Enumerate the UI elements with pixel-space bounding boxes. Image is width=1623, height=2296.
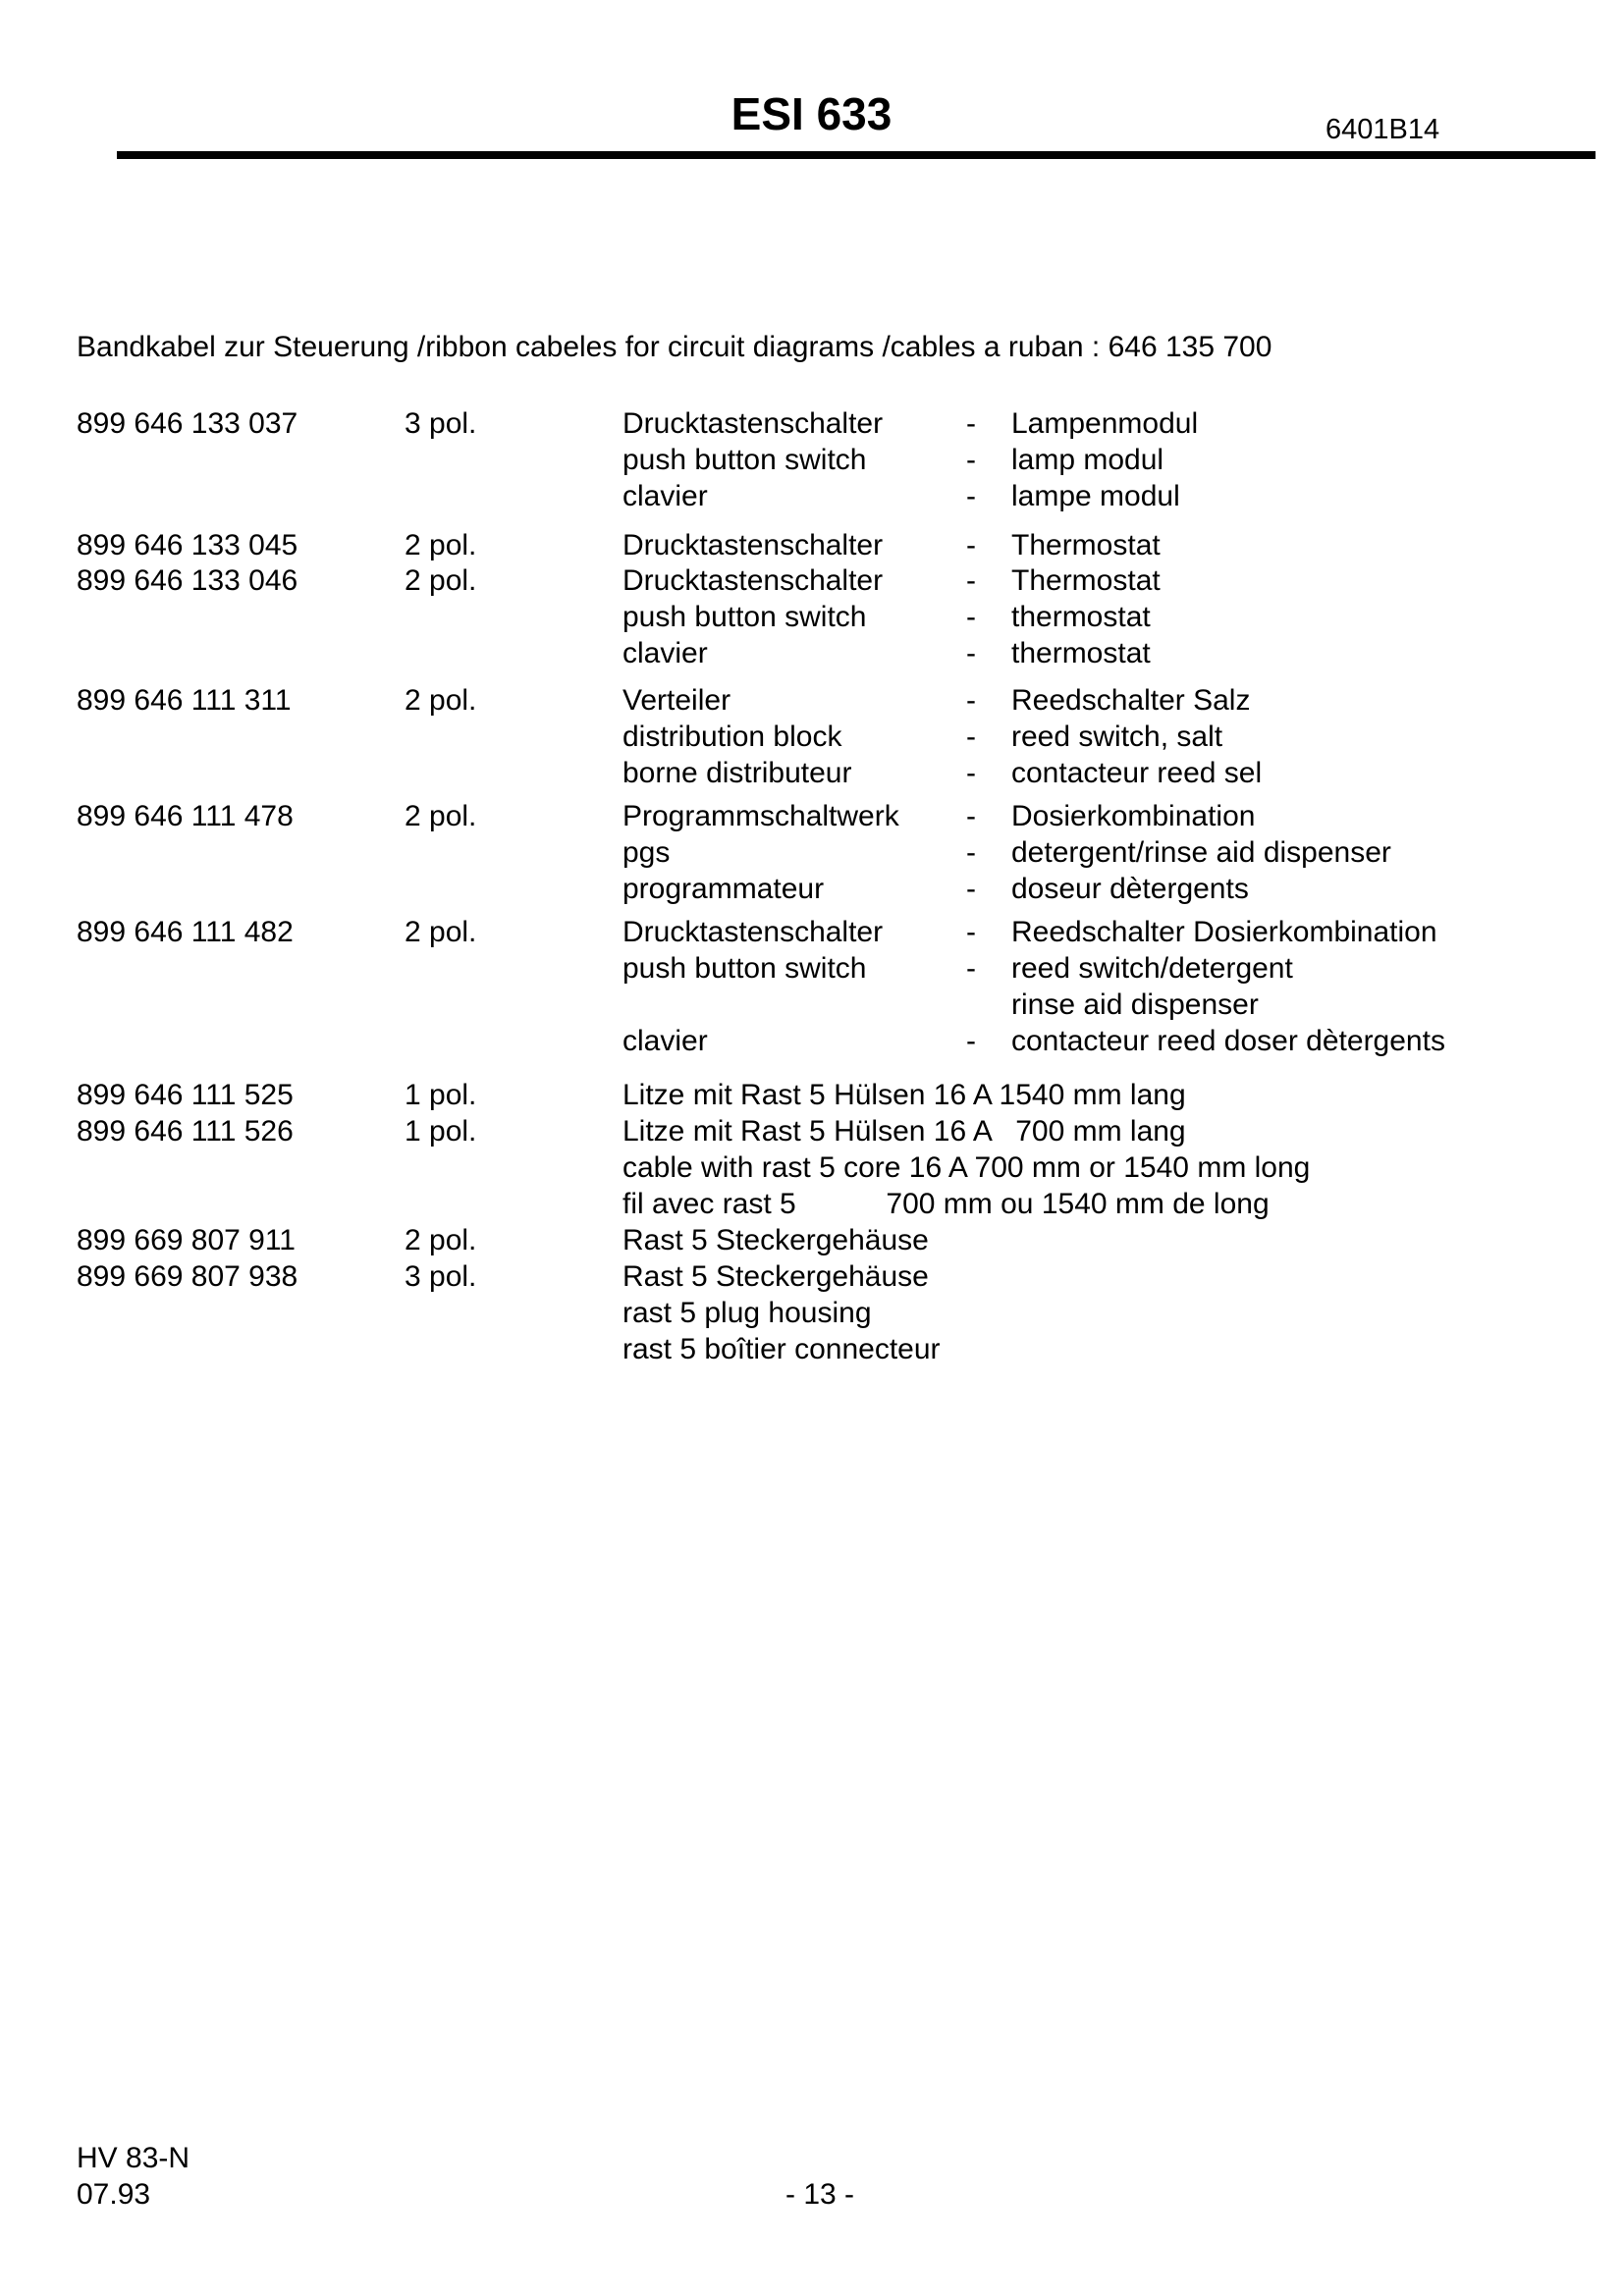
page-number: - 13 - [785,2178,855,2211]
description: Drucktastenschalter [622,564,884,597]
separator-dash: - [966,529,976,561]
description: cable with rast 5 core 16 A 700 mm or 1540 mm long [622,1151,1311,1184]
separator-dash: - [966,1025,976,1057]
pole-count: 2 pol. [405,564,477,597]
separator-dash: - [966,637,976,669]
connection-target: contacteur reed doser dètergents [1011,1025,1445,1057]
description: Drucktastenschalter [622,916,884,948]
description: push button switch [622,444,867,476]
description: borne distributeur [622,757,852,789]
separator-dash: - [966,873,976,905]
description: clavier [622,637,708,669]
part-number: 899 646 111 311 [77,684,292,717]
part-number: 899 646 111 478 [77,800,294,832]
description: clavier [622,480,708,512]
intro-text: Bandkabel zur Steuerung /ribbon cabeles for circuit diagrams /cables a ruban : 646 135 700 [77,331,1272,363]
connection-target: reed switch/detergent [1011,952,1293,985]
separator-dash: - [966,952,976,985]
connection-target: thermostat [1011,601,1151,633]
separator-dash: - [966,721,976,753]
footer-code: HV 83-N [77,2142,190,2174]
part-number: 899 669 807 911 [77,1224,296,1256]
connection-target: doseur dètergents [1011,873,1249,905]
separator-dash: - [966,564,976,597]
description: Drucktastenschalter [622,407,884,440]
description: push button switch [622,952,867,985]
description: Litze mit Rast 5 Hülsen 16 A 1540 mm lang [622,1079,1186,1111]
connection-target: contacteur reed sel [1011,757,1263,789]
separator-dash: - [966,757,976,789]
description: distribution block [622,721,842,753]
separator-dash: - [966,601,976,633]
description: Drucktastenschalter [622,529,884,561]
description: Litze mit Rast 5 Hülsen 16 A 700 mm lang [622,1115,1186,1148]
description: push button switch [622,601,867,633]
pole-count: 2 pol. [405,1224,477,1256]
pole-count: 3 pol. [405,1260,477,1293]
pole-count: 1 pol. [405,1079,477,1111]
description: rast 5 boîtier connecteur [622,1333,941,1365]
part-number: 899 646 111 526 [77,1115,294,1148]
connection-target: lampe modul [1011,480,1180,512]
description: clavier [622,1025,708,1057]
description: rast 5 plug housing [622,1297,872,1329]
part-number: 899 646 133 045 [77,529,298,561]
pole-count: 2 pol. [405,800,477,832]
connection-target: Thermostat [1011,564,1161,597]
separator-dash: - [966,916,976,948]
description: programmateur [622,873,825,905]
part-number: 899 646 133 037 [77,407,298,440]
part-number: 899 646 133 046 [77,564,298,597]
description: Rast 5 Steckergehäuse [622,1260,929,1293]
description: pgs [622,836,671,869]
pole-count: 1 pol. [405,1115,477,1148]
connection-target: Lampenmodul [1011,407,1199,440]
description: fil avec rast 5 700 mm ou 1540 mm de long [622,1188,1270,1220]
separator-dash: - [966,444,976,476]
document-code: 6401B14 [1325,114,1440,145]
separator-dash: - [966,836,976,869]
connection-target: rinse aid dispenser [1011,988,1259,1021]
pole-count: 2 pol. [405,529,477,561]
connection-target: Reedschalter Salz [1011,684,1251,717]
footer-date: 07.93 [77,2178,151,2211]
page-title: ESI 633 [730,88,893,139]
pole-count: 2 pol. [405,684,477,717]
part-number: 899 646 111 482 [77,916,294,948]
description: Rast 5 Steckergehäuse [622,1224,929,1256]
connection-target: reed switch, salt [1011,721,1223,753]
separator-dash: - [966,684,976,717]
pole-count: 3 pol. [405,407,477,440]
connection-target: lamp modul [1011,444,1164,476]
part-number: 899 646 111 525 [77,1079,294,1111]
connection-target: thermostat [1011,637,1151,669]
connection-target: Dosierkombination [1011,800,1256,832]
separator-dash: - [966,480,976,512]
separator-dash: - [966,407,976,440]
connection-target: Thermostat [1011,529,1161,561]
pole-count: 2 pol. [405,916,477,948]
separator-dash: - [966,800,976,832]
header-rule [117,151,1596,159]
description: Programmschaltwerk [622,800,899,832]
connection-target: Reedschalter Dosierkombination [1011,916,1437,948]
part-number: 899 669 807 938 [77,1260,298,1293]
description: Verteiler [622,684,731,717]
connection-target: detergent/rinse aid dispenser [1011,836,1391,869]
